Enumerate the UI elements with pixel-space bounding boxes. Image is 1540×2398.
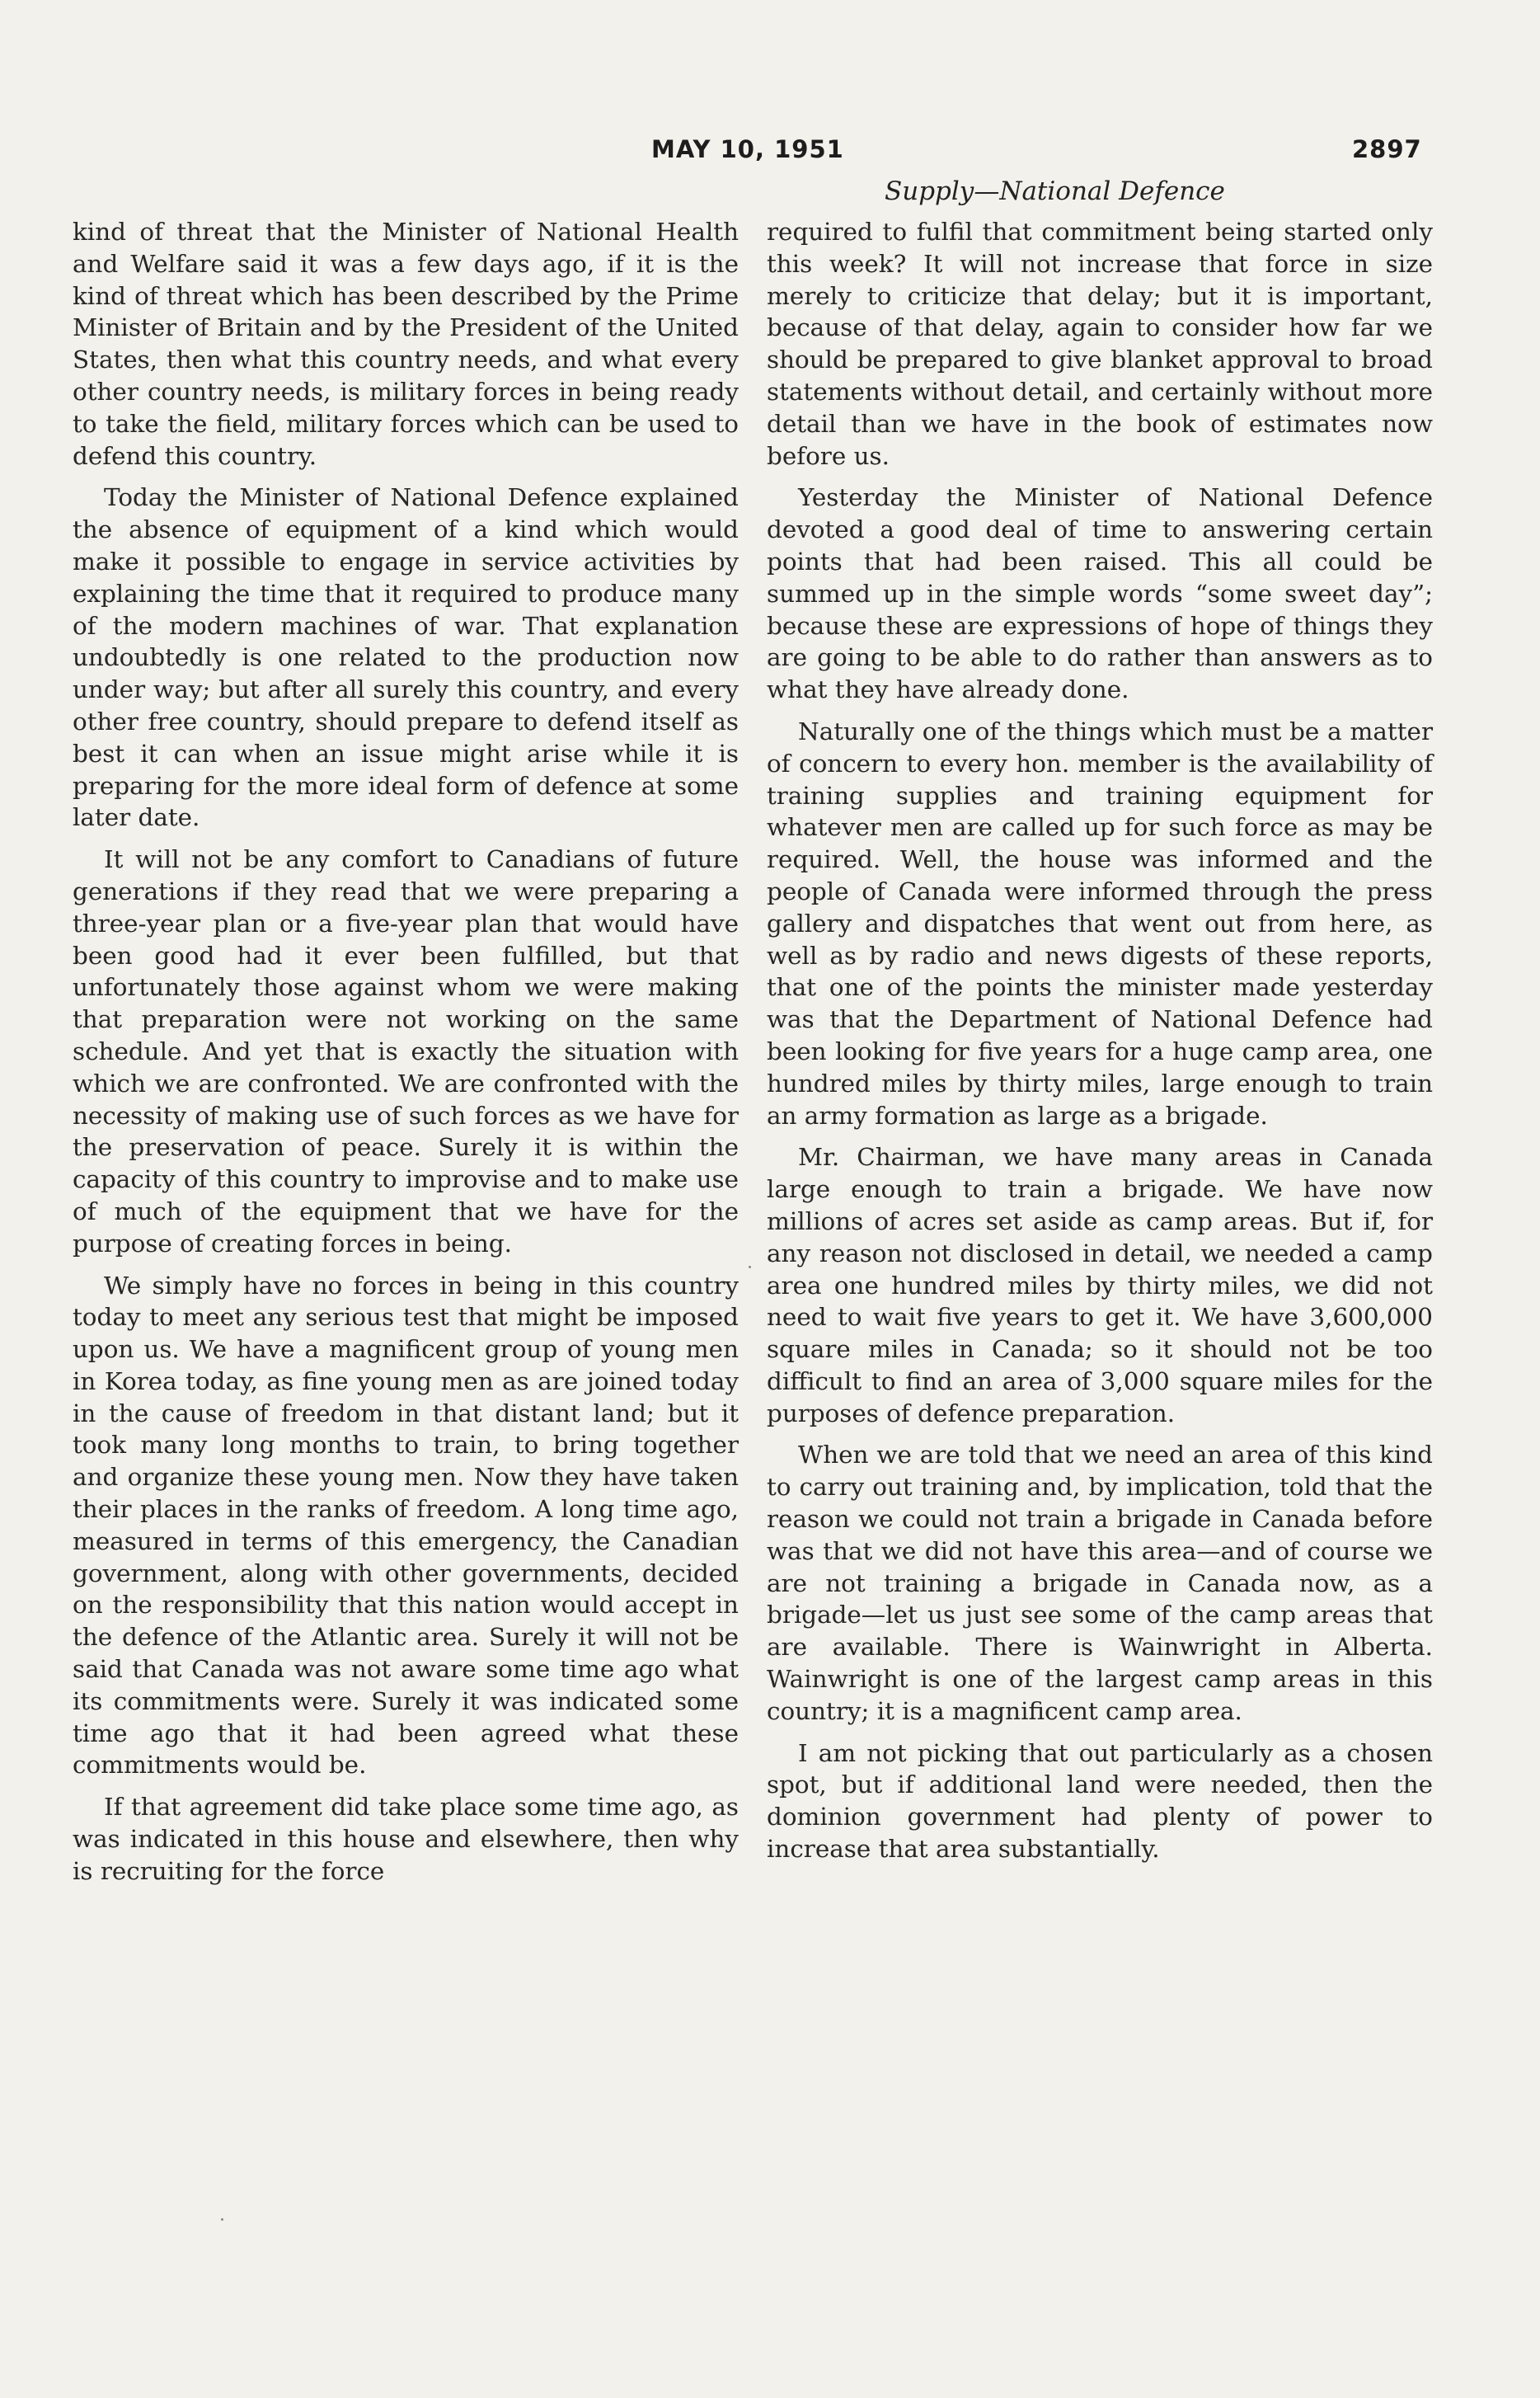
- paragraph: We simply have no forces in being in this country today to meet any serious test that might be imposed upon us. We have a magnificent group of young men in Korea today, as fine young men as are joined today in the cause of freedom in that distant land; but it took many long months to train, to bring together and organize these young men. Now they have taken their places in the ranks of freedom. A long time ago, measured in terms of this emergency, the Canadian government, along with other governments, decided on the responsibility that this nation would accept in the defence of the Atlantic area. Surely it will not be said that Canada was not aware some time ago what its commitments were. Surely it was indicated some time ago that it had been agreed what these commitments would be.: [73, 1271, 739, 1780]
- paragraph: When we are told that we need an area of this kind to carry out training and, by implication, told that the reason we could not train a brigade in Canada before was that we did not have this area—and of course we are not training a brigade in Canada now, as a brigade—let us just see some of the camp areas that are available. There is Wainwright in Alberta. Wainwright is one of the largest camp areas in this country; it is a magnificent camp area.: [767, 1441, 1433, 1725]
- scan-speck: [749, 1266, 751, 1268]
- scan-speck: [221, 2218, 223, 2221]
- paragraph: required to fulfil that commitment being started only this week? It will not increase that force in size merely to criticize that delay; but it is important, because of that delay, again to consider how far we should be prepared to give blanket approval to broad statements without detail, and certainly without more detail than we have in the book of estimates now before us.: [767, 218, 1433, 470]
- paragraph: Today the Minister of National Defence explained the absence of equipment of a kind which would make it possible to engage in service activities by explaining the time that it required to produce many of the modern machines of war. That explanation undoubtedly is one related to the production now under way; but after all surely this country, and every other free country, should prepare to defend itself as best it can when an issue might arise while it is preparing for the more ideal form of defence at some later date.: [73, 483, 739, 832]
- paragraph: I am not picking that out particularly as a chosen spot, but if additional land were needed, then the dominion government had plenty of power to increase that area substantially.: [767, 1738, 1433, 1864]
- paragraph: Mr. Chairman, we have many areas in Canada large enough to train a brigade. We have now millions of acres set aside as camp areas. But if, for any reason not disclosed in detail, we needed a camp area one hundred miles by thirty miles, we did not need to wait five years to get it. We have 3,600,000 square miles in Canada; so it should not be too difficult to find an area of 3,000 square miles for the purposes of defence preparation.: [767, 1143, 1433, 1427]
- running-head: Supply—National Defence: [885, 176, 1225, 206]
- paragraph: If that agreement did take place some time ago, as was indicated in this house and elsewhere, then why is recruiting for the force: [73, 1793, 739, 1885]
- paragraph: kind of threat that the Minister of National Health and Welfare said it was a few days ago, if it is the kind of threat which has been described by the Prime Minister of Britain and by the President of the United States, then what this country needs, and what every other country needs, is military forces in being ready to take the field, military forces which can be used to defend this country.: [73, 218, 739, 470]
- paragraph: It will not be any comfort to Canadians of future generations if they read that we were preparing a three-year plan or a five-year plan that would have been good had it ever been fulfilled, but that unfortunately those against whom we were making that preparation were not working on the same schedule. And yet that is exactly the situation with which we are confronted. We are confronted with the necessity of making use of such forces as we have for the preservation of peace. Surely it is within the capacity of this country to improvise and to make use of much of the equipment that we have for the purpose of creating forces in being.: [73, 845, 739, 1258]
- left-column: [73, 216, 739, 1897]
- paragraph: Naturally one of the things which must be a matter of concern to every hon. member is the availability of training supplies and training equipment for whatever men are called up for such force as may be required. Well, the house was informed and the people of Canada were informed through the press gallery and dispatches that went out from here, as well as by radio and news digests of these reports, that one of the points the minister made yesterday was that the Department of National Defence had been looking for five years for a huge camp area, one hundred miles by thirty miles, large enough to train an army formation as large as a brigade.: [767, 717, 1433, 1130]
- right-column: [767, 216, 1433, 1875]
- paragraph: Yesterday the Minister of National Defence devoted a good deal of time to answering certain points that had been raised. This all could be summed up in the simple words “some sweet day”; because these are expressions of hope of things they are going to be able to do rather than answers as to what they have already done.: [767, 483, 1433, 704]
- header-date: MAY 10, 1951: [651, 135, 844, 163]
- page-number: 2897: [1352, 135, 1422, 163]
